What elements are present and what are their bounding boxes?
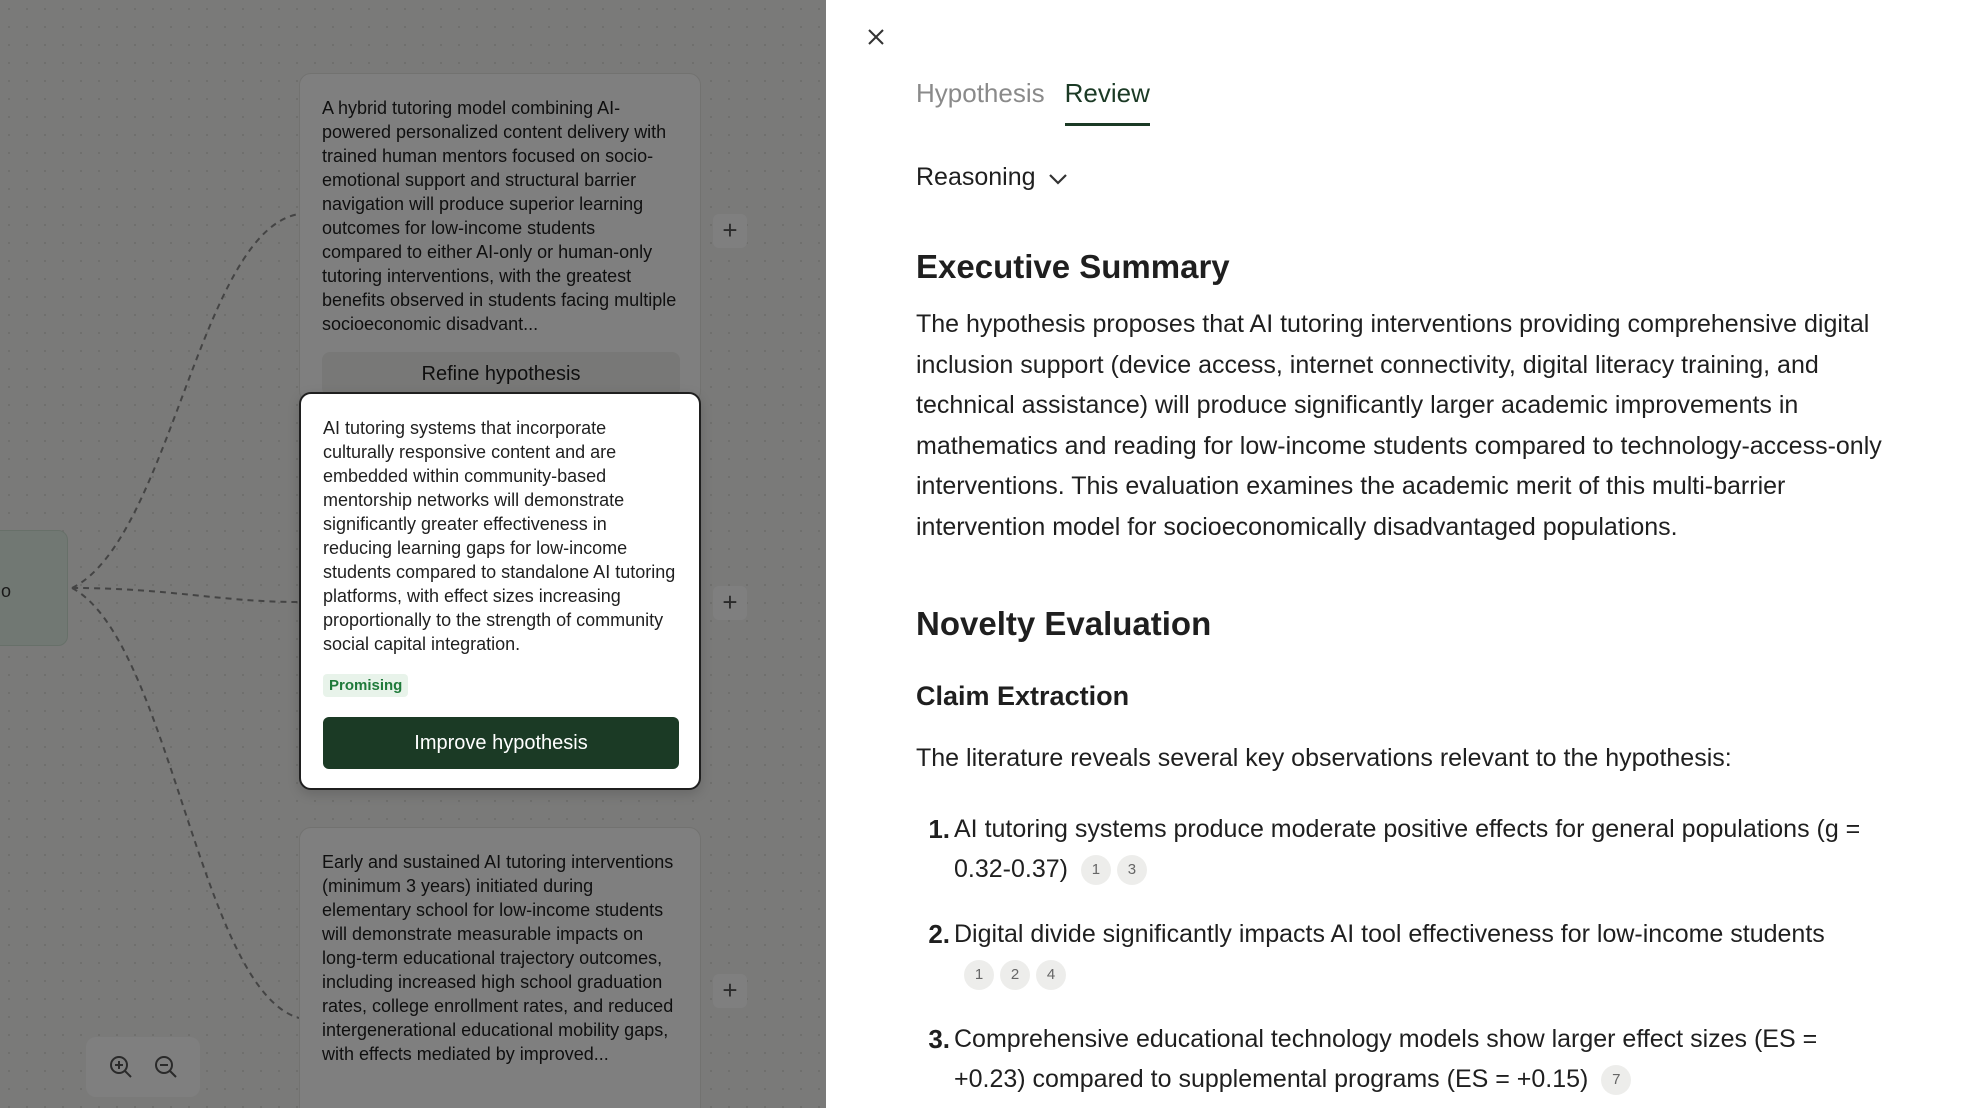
tab-review[interactable]: Review xyxy=(1065,78,1150,126)
hypothesis-canvas[interactable] xyxy=(0,0,826,1108)
improve-hypothesis-button[interactable]: Improve hypothesis xyxy=(323,717,679,769)
citation-chip[interactable]: 4 xyxy=(1036,960,1066,990)
review-panel xyxy=(826,0,1969,1108)
claim-text: AI tutoring systems produce moderate positive effects for general populations (g = 0.32-0.37) xyxy=(954,814,1861,883)
review-content xyxy=(916,248,1886,1108)
hypothesis-text: AI tutoring systems that incorporate culturally responsive content and are embedded within community-based mentorship networks will demonstrate significantly greater effectiveness in reducing learning gaps for low-income students compared to standalone AI tutoring platforms, with effect sizes increasing proportionally to the strength of community social capital integration. xyxy=(323,418,676,654)
close-icon[interactable] xyxy=(864,25,888,49)
claim-text: Digital divide significantly impacts AI tool effectiveness for low-income students xyxy=(954,919,1825,948)
executive-summary-text: The hypothesis proposes that AI tutoring interventions providing comprehensive digital inclusion support (device access, internet connectivity, digital literacy training, and technical assistance) will produce significantly larger academic improvements in mathematics and reading for low-income students compared to technology-access-only interventions. This evaluation examines the academic merit of this multi-barrier intervention model for socioeconomically disadvantaged populations. xyxy=(916,310,1882,541)
list-number: 3. xyxy=(928,1023,950,1054)
status-badge: Promising xyxy=(323,674,408,697)
executive-summary-heading: Executive Summary xyxy=(916,248,1230,285)
claim-list xyxy=(916,809,1886,1100)
novelty-heading: Novelty Evaluation xyxy=(916,605,1212,642)
panel-tabs xyxy=(916,78,1150,126)
claim-extraction-heading: Claim Extraction xyxy=(916,681,1130,711)
selected-hypothesis-card[interactable] xyxy=(299,392,701,790)
chevron-down-icon xyxy=(1048,163,1068,192)
list-number: 2. xyxy=(928,918,950,949)
claim-intro: The literature reveals several key observations relevant to the hypothesis: xyxy=(916,744,1732,772)
citation-chip[interactable]: 1 xyxy=(964,960,994,990)
list-item xyxy=(916,914,1886,995)
citation-chip[interactable]: 3 xyxy=(1117,855,1147,885)
citation-chip[interactable]: 2 xyxy=(1000,960,1030,990)
reasoning-label: Reasoning xyxy=(916,163,1036,191)
citation-chip[interactable]: 7 xyxy=(1601,1065,1631,1095)
list-item xyxy=(916,1019,1886,1100)
list-item xyxy=(916,809,1886,890)
tab-hypothesis[interactable]: Hypothesis xyxy=(916,78,1045,108)
list-number: 1. xyxy=(928,813,950,844)
citation-chip[interactable]: 1 xyxy=(1081,855,1111,885)
reasoning-toggle[interactable] xyxy=(916,163,1068,192)
claim-text: Comprehensive educational technology models show larger effect sizes (ES = +0.23) compared to supplemental programs (ES = +0.15) xyxy=(954,1024,1818,1093)
